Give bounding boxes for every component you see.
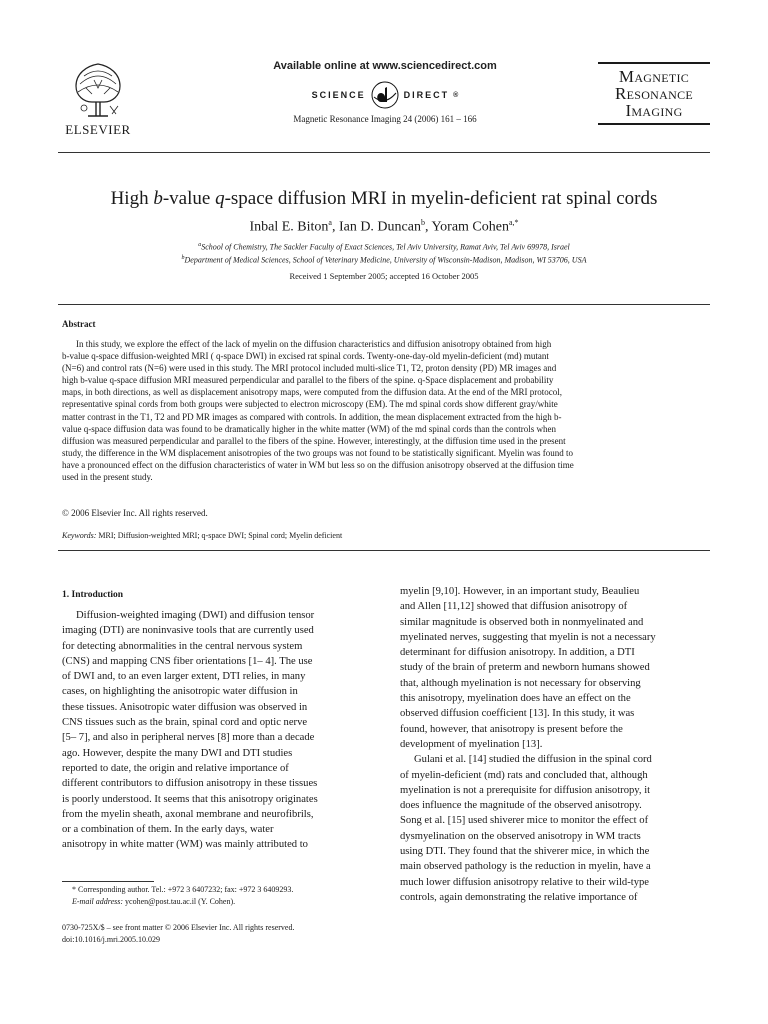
- intro-line: anisotropy in white matter (WM) was mainly attributed to: [62, 839, 308, 851]
- intro-line: that, although myelination is not necessary for observing: [400, 677, 641, 689]
- author-name: Ian D. Duncan: [338, 219, 421, 235]
- abstract-line: high b-value q-space diffusion MRI measured perpendicular and parallel to the fibers of the spine. q-Space displacement and probability: [62, 375, 554, 386]
- abstract-line: In this study, we explore the effect of the lack of myelin on the diffusion characteristics and diffusion anisotropy obtained from high: [76, 339, 552, 349]
- elsevier-logo: [58, 58, 138, 138]
- abstract-body: [62, 338, 712, 483]
- email-label: E-mail address:: [72, 897, 124, 906]
- intro-line: does influence the magnitude of the observed anisotropy.: [400, 800, 642, 812]
- intro-line: study of the brain of preterm and newborn humans showed: [400, 662, 650, 674]
- intro-line: for detecting abnormalities in the central nervous system: [62, 640, 303, 652]
- publisher-name: ELSEVIER: [65, 122, 131, 137]
- intro-line: much lower diffusion anisotropy relative to their wild-type: [400, 876, 649, 888]
- abstract-line: study, the difference in the WM displacement anisotropies of the two groups was not found to be statistically significant. Myelin was found to: [62, 447, 573, 458]
- author-name: Yoram Cohen: [431, 219, 509, 235]
- intro-line: development of myelination [13].: [400, 738, 543, 750]
- abstract-line: representative spinal cords from both groups were subjected to electron microscopy (EM). The md spinal cords show different gray/white: [62, 399, 558, 410]
- intro-line: myelinated nerves, suggesting that myelin is not a necessary: [400, 631, 656, 643]
- intro-line: Diffusion-weighted imaging (DWI) and diffusion tensor: [76, 610, 315, 621]
- available-online-text: Available online at www.sciencedirect.com: [273, 60, 497, 72]
- author-affil-mark: a,*: [508, 218, 519, 227]
- intro-line: main observed pathology is the reduction in myelin, have a: [400, 861, 651, 873]
- intro-line: similar magnitude is observed both in nonmyelinated and: [400, 616, 644, 628]
- intro-line: different contributors to diffusion anisotropy in these tissues: [62, 778, 318, 790]
- abstract-line: maps, in both directions, as well as displacement anisotropy maps, were computed from the diffusion data. At the end of the MRI protocol,: [62, 387, 562, 398]
- sciencedirect-d-icon: [370, 80, 400, 110]
- intro-line: is poorly understood. It seems that this anisotropy originates: [62, 793, 318, 805]
- sd-left-text: SCIENCE: [311, 90, 366, 100]
- intro-line: [5– 7], and also in peripheral nerves [8] more than a decade: [62, 732, 315, 744]
- intro-line: myelination is not a prerequisite for diffusion anisotropy, it: [400, 784, 651, 796]
- intro-line: Gulani et al. [14] studied the diffusion in the spinal cord: [414, 754, 652, 766]
- intro-line: imaging (DTI) are noninvasive tools that are currently used: [62, 625, 314, 637]
- abstract-heading: Abstract: [62, 319, 96, 329]
- author-list: Inbal E. Biton$^a$, Ian D. Duncan$^b$, Yoram Cohen$^{a,*}$: [249, 218, 519, 235]
- received-dates: Received 1 September 2005; accepted 16 October 2005: [289, 271, 479, 281]
- affiliation-a: $^a$School of Chemistry, The Sackler Faculty of Exact Sciences, Tel Aviv University, Ramat Aviv, Tel Aviv 69978, Israel: [198, 242, 570, 252]
- right-column: [400, 584, 712, 905]
- intro-line: ago. However, despite the many DWI and DTI studies: [62, 747, 293, 759]
- keywords-list: MRI; Diffusion-weighted MRI; q-space DWI; Spinal cord; Myelin deficient: [98, 531, 343, 540]
- sd-registered-mark: ®: [453, 91, 459, 99]
- sd-right-text: DIRECT: [403, 90, 450, 100]
- intro-line: (CNS) and mapping CNS fiber orientations [1– 4]. The use: [62, 655, 313, 667]
- journal-citation: Magnetic Resonance Imaging 24 (2006) 161 – 166: [293, 114, 477, 124]
- journal-logo: [598, 62, 710, 125]
- intro-line: reported to date, the origin and relative importance of: [62, 762, 289, 774]
- header-rule: [58, 152, 710, 153]
- journal-logo-line-2: Resonance: [614, 84, 694, 103]
- intro-line: determinant for diffusion anisotropy. In addition, a DTI: [400, 647, 635, 659]
- email-note: [62, 896, 235, 908]
- abstract-line: (N=6) and control rats (N=6) were used in this study. The MRI protocol included multi-slice T1, T2, proton density (PD) MR images and: [62, 363, 557, 374]
- intro-line: CNS tissues such as the brain, spinal cord and optic nerve: [62, 717, 308, 729]
- corresponding-author-note: * Corresponding author. Tel.: +972 3 6407232; fax: +972 3 6409293.: [72, 885, 294, 894]
- author-affil-mark: a: [328, 218, 332, 227]
- abstract-line: b-value q-space diffusion-weighted MRI ( q-space DWI) in excised rat spinal cords. Twenty-one-day-old myelin-deficient (md) mutant: [62, 351, 549, 362]
- doi-link[interactable]: doi:10.1016/j.mri.2005.10.029: [62, 935, 160, 944]
- abstract-top-rule: [58, 304, 710, 305]
- author-affil-mark: b: [420, 218, 425, 227]
- abstract-bottom-rule: [58, 550, 710, 551]
- intro-line: Song et al. [15] used shiverer mice to monitor the effect of: [400, 815, 649, 827]
- intro-line: of myelin-deficient (md) rats and concluded that, although: [400, 769, 648, 781]
- email-address[interactable]: ycohen@post.tau.ac.il (Y. Cohen).: [125, 897, 236, 906]
- keywords-label: Keywords:: [62, 531, 97, 540]
- abstract-line: diffusion was measured perpendicular and parallel to the fibers of the spine. However, interestingly, at the diffusion time used in the present: [62, 435, 566, 446]
- abstract-line: used in the present study.: [62, 472, 153, 483]
- intro-line: using DTI. They found that the shiverer mice, in which the: [400, 846, 650, 858]
- intro-line: or a combination of them. In the early days, water: [62, 824, 274, 836]
- sciencedirect-header: [200, 60, 570, 124]
- section-heading-introduction: 1. Introduction: [62, 590, 124, 600]
- copyright-line: © 2006 Elsevier Inc. All rights reserved.: [62, 508, 208, 518]
- footnote-rule: [62, 881, 154, 882]
- intro-line: these tissues. Anisotropic water diffusion was observed in: [62, 701, 308, 713]
- intro-line: this anisotropy, myelination does have an effect on the: [400, 693, 631, 705]
- journal-logo-line-1: Magnetic: [618, 67, 690, 86]
- abstract-line: matter contrast in the T1, T2 and PD MR images as compared with controls. In addition, the mean displacement extracted from the high b-: [62, 411, 562, 422]
- abstract-line: value q-space diffusion data was found to be dramatically higher in the white matter (WM) of the md spinal cords than the controls when: [62, 423, 556, 434]
- author-name: Inbal E. Biton: [249, 219, 329, 235]
- intro-line: myelin [9,10]. However, in an important study, Beaulieu: [400, 586, 640, 597]
- article-title: High b-value q-space diffusion MRI in myelin-deficient rat spinal cords: [110, 188, 658, 209]
- journal-logo-line-3: Imaging: [625, 101, 683, 120]
- left-column: [62, 608, 374, 853]
- intro-line: observed diffusion coefficient [13]. In this study, it was: [400, 708, 635, 720]
- intro-line: and Allen [11,12] showed that diffusion anisotropy of: [400, 601, 628, 613]
- front-matter-note: 0730-725X/$ – see front matter © 2006 Elsevier Inc. All rights reserved.: [62, 923, 295, 932]
- intro-line: dysmyelination on the observed anisotropy in WM tracts: [400, 830, 641, 842]
- elsevier-tree-icon: [66, 58, 130, 120]
- abstract-line: have a pronounced effect on the diffusion characteristics of water in WM but less so on the diffusion anisotropy observed at the diffusion time: [62, 459, 574, 470]
- intro-line: from the myelin sheath, axonal membrane and neurofibrils,: [62, 808, 314, 820]
- keywords-line: [62, 531, 342, 540]
- intro-line: found, however, that anisotropy is present before the: [400, 723, 623, 735]
- intro-line: of DWI and, to an even larger extent, DTI relies, in many: [62, 671, 306, 683]
- sciencedirect-logo: [200, 80, 570, 110]
- intro-line: cases, on highlighting the anisotropic water diffusion in: [62, 686, 298, 698]
- journal-logo-bottom-bar: [598, 123, 710, 125]
- affiliation-b: $^b$Department of Medical Sciences, School of Veterinary Medicine, University of Wisconsin-Madison, Madison, WI 53706, USA: [181, 255, 587, 265]
- intro-line: controls, again demonstrating the relative importance of: [400, 891, 638, 903]
